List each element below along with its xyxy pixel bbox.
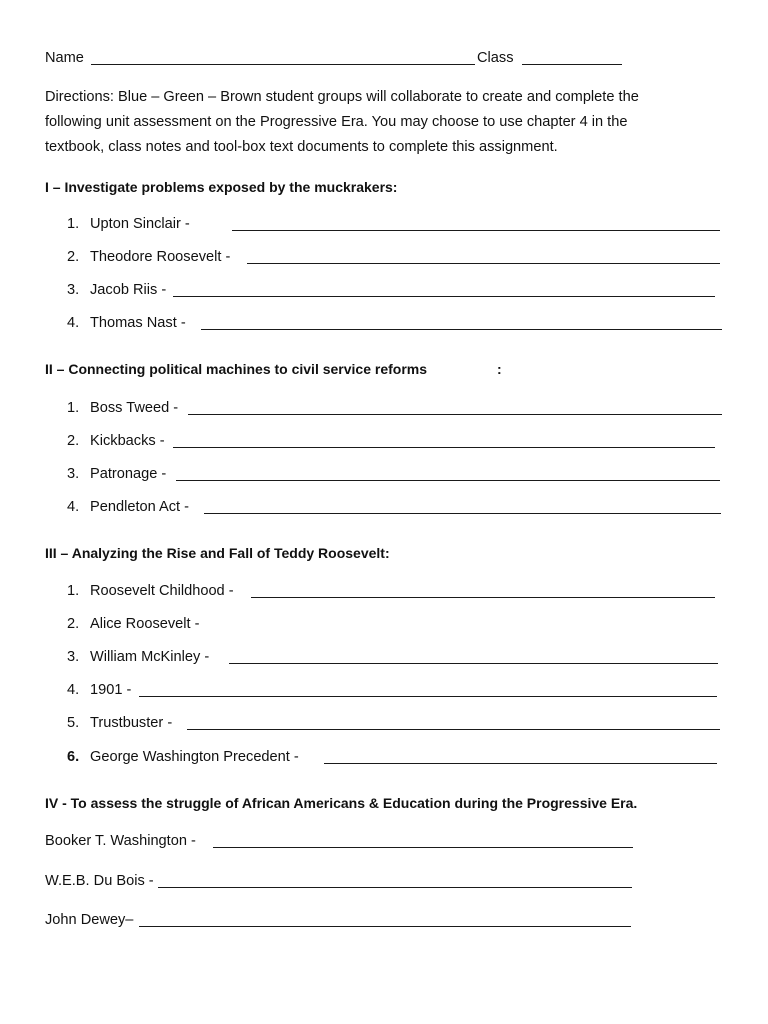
answer-line[interactable] [247, 263, 720, 264]
item-number: 4. [67, 682, 80, 698]
item-number: 3. [67, 466, 80, 482]
name-field[interactable] [91, 64, 475, 65]
item-label: John Dewey– [45, 912, 134, 928]
section-3-title: III – Analyzing the Rise and Fall of Teddy Roosevelt: [45, 545, 390, 561]
answer-line[interactable] [201, 329, 722, 330]
item-label: Kickbacks - [90, 433, 165, 449]
item-number: 1. [67, 400, 80, 416]
section-2-title: II – Connecting political machines to civil service reforms [45, 361, 428, 377]
item-label: Roosevelt Childhood - [90, 583, 234, 599]
item-label: Boss Tweed - [90, 400, 179, 416]
directions-line-1: Directions: Blue – Green – Brown student groups will collaborate to create and complete the [45, 89, 639, 105]
item-number: 1. [67, 216, 80, 232]
item-number: 2. [67, 433, 80, 449]
answer-line[interactable] [139, 696, 717, 697]
answer-line[interactable] [158, 887, 632, 888]
item-number: 3. [67, 649, 80, 665]
item-label: Jacob Riis - [90, 282, 167, 298]
item-number: 4. [67, 499, 80, 515]
item-number: 2. [67, 616, 80, 632]
item-label: Pendleton Act - [90, 499, 189, 515]
item-number: 5. [67, 715, 80, 731]
name-label: Name [45, 50, 84, 66]
item-number: 6. [67, 749, 80, 765]
answer-line[interactable] [251, 597, 715, 598]
answer-line[interactable] [139, 926, 631, 927]
answer-line[interactable] [229, 663, 718, 664]
item-label: Trustbuster - [90, 715, 173, 731]
item-label: Booker T. Washington - [45, 833, 196, 849]
item-label: Patronage - [90, 466, 167, 482]
answer-line[interactable] [176, 480, 720, 481]
item-number: 3. [67, 282, 80, 298]
item-number: 4. [67, 315, 80, 331]
section-1-title: I – Investigate problems exposed by the muckrakers: [45, 179, 398, 195]
directions-line-2: following unit assessment on the Progressive Era. You may choose to use chapter 4 in the [45, 114, 628, 130]
class-field[interactable] [522, 64, 622, 65]
answer-line[interactable] [324, 763, 717, 764]
item-label: William McKinley - [90, 649, 210, 665]
item-label: 1901 - [90, 682, 132, 698]
answer-line[interactable] [173, 447, 715, 448]
item-number: 2. [67, 249, 80, 265]
section-2-colon: : [497, 361, 502, 377]
answer-line[interactable] [187, 729, 720, 730]
answer-line[interactable] [204, 513, 721, 514]
item-label: W.E.B. Du Bois - [45, 873, 154, 889]
item-label: Theodore Roosevelt - [90, 249, 231, 265]
answer-line[interactable] [232, 230, 720, 231]
section-4-title: IV - To assess the struggle of African Americans & Education during the Progressive Era. [45, 795, 638, 811]
item-label: Upton Sinclair - [90, 216, 190, 232]
answer-line[interactable] [173, 296, 715, 297]
item-number: 1. [67, 583, 80, 599]
item-label: George Washington Precedent - [90, 749, 299, 765]
item-label: Alice Roosevelt - [90, 616, 200, 632]
answer-line[interactable] [188, 414, 722, 415]
item-label: Thomas Nast - [90, 315, 186, 331]
class-label: Class [477, 50, 514, 66]
directions-line-3: textbook, class notes and tool-box text documents to complete this assignment. [45, 139, 558, 155]
answer-line[interactable] [213, 847, 633, 848]
